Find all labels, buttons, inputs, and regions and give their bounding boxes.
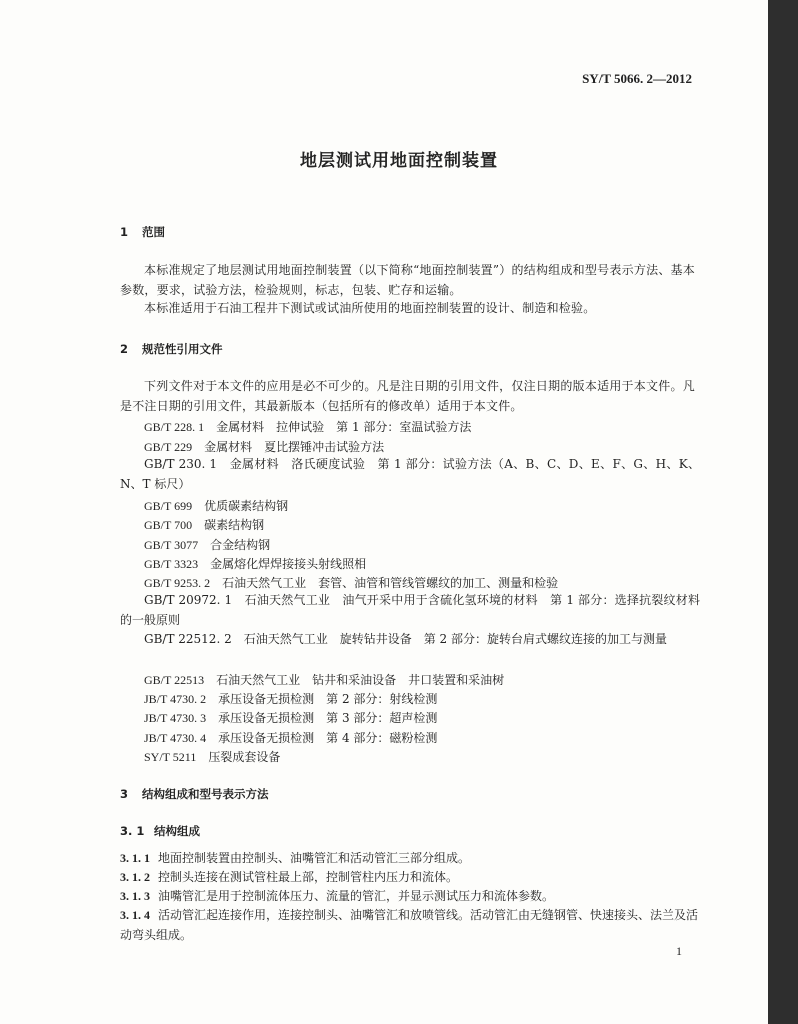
clause-3-1-3: 3. 1. 3 油嘴管汇是用于控制流体压力、流量的管汇，并显示测试压力和流体参数。	[120, 889, 555, 903]
section-1-paragraph-2: 本标准适用于石油工程井下测试或试油所使用的地面控制装置的设计、制造和检验。	[144, 301, 596, 315]
clause-3-1-2: 3. 1. 2 控制头连接在测试管柱最上部，控制管柱内压力和流体。	[120, 870, 459, 884]
reference-item: GB/T 20972. 1 石油天然气工业 油气开采中用于含硫化氢环境的材料 第 1 部分：选择抗裂纹材料的一般原则	[120, 593, 700, 627]
clause-3-1-1: 3. 1. 1 地面控制装置由控制头、油嘴管汇和活动管汇三部分组成。	[120, 851, 471, 865]
section-2-intro: 下列文件对于本文件的应用是必不可少的。凡是注日期的引用文件，仅注日期的版本适用于本文件。凡是不注日期的引用文件，其最新版本（包括所有的修改单）适用于本文件。	[120, 379, 695, 413]
reference-item: GB/T 22513 石油天然气工业 钻井和采油设备 井口装置和采油树	[144, 673, 505, 687]
section-3-1-heading: 3. 1 结构组成	[120, 824, 200, 838]
scan-dark-edge	[768, 0, 798, 1024]
reference-item: GB/T 3077 合金结构钢	[144, 538, 271, 552]
reference-item: GB/T 3323 金属熔化焊焊接接头射线照相	[144, 557, 367, 571]
reference-item: GB/T 700 碳素结构钢	[144, 518, 265, 532]
section-3-heading: 3 结构组成和型号表示方法	[120, 787, 269, 801]
reference-item: GB/T 699 优质碳素结构钢	[144, 499, 289, 513]
reference-item: GB/T 228. 1 金属材料 拉伸试验 第 1 部分：室温试验方法	[144, 420, 472, 434]
reference-item: JB/T 4730. 4 承压设备无损检测 第 4 部分：磁粉检测	[144, 731, 438, 745]
reference-item: JB/T 4730. 3 承压设备无损检测 第 3 部分：超声检测	[144, 711, 438, 725]
reference-item: GB/T 9253. 2 石油天然气工业 套管、油管和管线管螺纹的加工、测量和检验	[144, 576, 559, 590]
reference-item: GB/T 229 金属材料 夏比摆锤冲击试验方法	[144, 440, 385, 454]
clause-3-1-4: 3. 1. 4 活动管汇起连接作用，连接控制头、油嘴管汇和放喷管线。活动管汇由无缝钢管、快速接头、法兰及活动弯头组成。	[120, 908, 699, 942]
page-number: 1	[676, 944, 682, 958]
section-2-heading: 2 规范性引用文件	[120, 342, 223, 356]
page-title: 地层测试用地面控制装置	[300, 151, 498, 171]
section-1-paragraph-1: 本标准规定了地层测试用地面控制装置（以下简称“地面控制装置”）的结构组成和型号表示方法、基本参数，要求，试验方法，检验规则，标志，包装、贮存和运输。	[120, 263, 695, 297]
reference-item: GB/T 22512. 2 石油天然气工业 旋转钻井设备 第 2 部分：旋转台肩式螺纹连接的加工与测量	[144, 632, 667, 646]
standard-code: SY/T 5066. 2—2012	[582, 71, 692, 86]
reference-item: JB/T 4730. 2 承压设备无损检测 第 2 部分：射线检测	[144, 692, 438, 706]
section-1-heading: 1 范围	[120, 225, 165, 239]
reference-item: GB/T 230. 1 金属材料 洛氏硬度试验 第 1 部分：试验方法（A、B、C、D、E、F、G、H、K、N、T 标尺）	[120, 457, 701, 491]
reference-item: SY/T 5211 压裂成套设备	[144, 750, 281, 764]
